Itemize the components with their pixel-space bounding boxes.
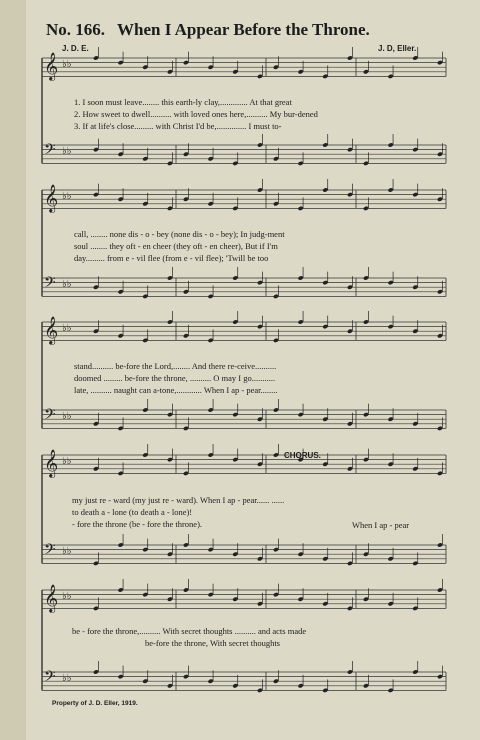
bass-clef-icon: 𝄢	[44, 141, 56, 162]
key-signature-icon: ♭♭	[62, 279, 72, 290]
lyric-line: be - fore the throne,.......... With secret thoughts .......... and acts made	[72, 626, 307, 636]
bass-clef-icon: 𝄢	[44, 541, 56, 562]
key-signature-icon: ♭♭	[62, 591, 72, 602]
key-signature-icon: ♭♭	[62, 146, 72, 157]
bass-lyric-line: When I ap - pear	[352, 520, 410, 530]
lyric-line: day......... from e - vil flee (from e - vil flee); 'Twill be too	[74, 253, 269, 263]
key-signature-icon: ♭♭	[62, 456, 72, 467]
key-signature-icon: ♭♭	[62, 673, 72, 684]
words-credit: J. D. E.	[62, 44, 89, 53]
lyric-line: call, ........ none dis - o - bey (none dis - o - bey); In judg-ment	[74, 229, 285, 239]
key-signature-icon: ♭♭	[62, 59, 72, 70]
lyric-line: doomed ......... be-fore the throne, .......... O may I go...........	[74, 373, 276, 383]
lyric-line: stand.......... be-fore the Lord,........ And there re-ceive..........	[74, 361, 277, 371]
treble-clef-icon: 𝄞	[44, 52, 59, 80]
lyric-line: 2. How sweet to dwell.......... with loved ones here,.......... My bur-dened	[74, 109, 318, 119]
key-signature-icon: ♭♭	[62, 411, 72, 422]
lyric-line: 3. If at life's close......... with Christ I'd be,.............. I must to-	[74, 121, 282, 131]
hymn-number: No. 166.	[46, 20, 106, 39]
bass-lyric-line: be-fore the throne, With secret thoughts	[145, 638, 280, 648]
hymn-title: When I Appear Before the Throne.	[116, 20, 370, 39]
treble-clef-icon: 𝄞	[44, 184, 59, 212]
key-signature-icon: ♭♭	[62, 191, 72, 202]
bass-clef-icon: 𝄢	[44, 406, 56, 427]
key-signature-icon: ♭♭	[62, 546, 72, 557]
copyright-footer: Property of J. D. Eller, 1919.	[52, 700, 138, 707]
lyric-line: 1. I soon must leave........ this earth-ly clay,............. At that great	[74, 97, 292, 107]
music-credit: J. D, Eller.	[378, 44, 417, 53]
lyric-line: my just re - ward (my just re - ward). When I ap - pear...... ......	[72, 495, 285, 505]
lyric-line: - fore the throne (be - fore the throne).	[72, 519, 203, 529]
treble-clef-icon: 𝄞	[44, 584, 59, 612]
lyric-line: to death a - lone (to death a - lone)!	[72, 507, 193, 517]
bass-clef-icon: 𝄢	[44, 274, 56, 295]
treble-clef-icon: 𝄞	[44, 316, 59, 344]
treble-clef-icon: 𝄞	[44, 449, 59, 477]
key-signature-icon: ♭♭	[62, 323, 72, 334]
chorus-label: CHORUS.	[284, 451, 321, 460]
bass-clef-icon: 𝄢	[44, 668, 56, 689]
lyric-line: soul ........ they oft - en cheer (they oft - en cheer), But if I'm	[74, 241, 278, 251]
lyric-line: late, .......... naught can a-tone,............ When I ap - pear........	[74, 385, 278, 395]
